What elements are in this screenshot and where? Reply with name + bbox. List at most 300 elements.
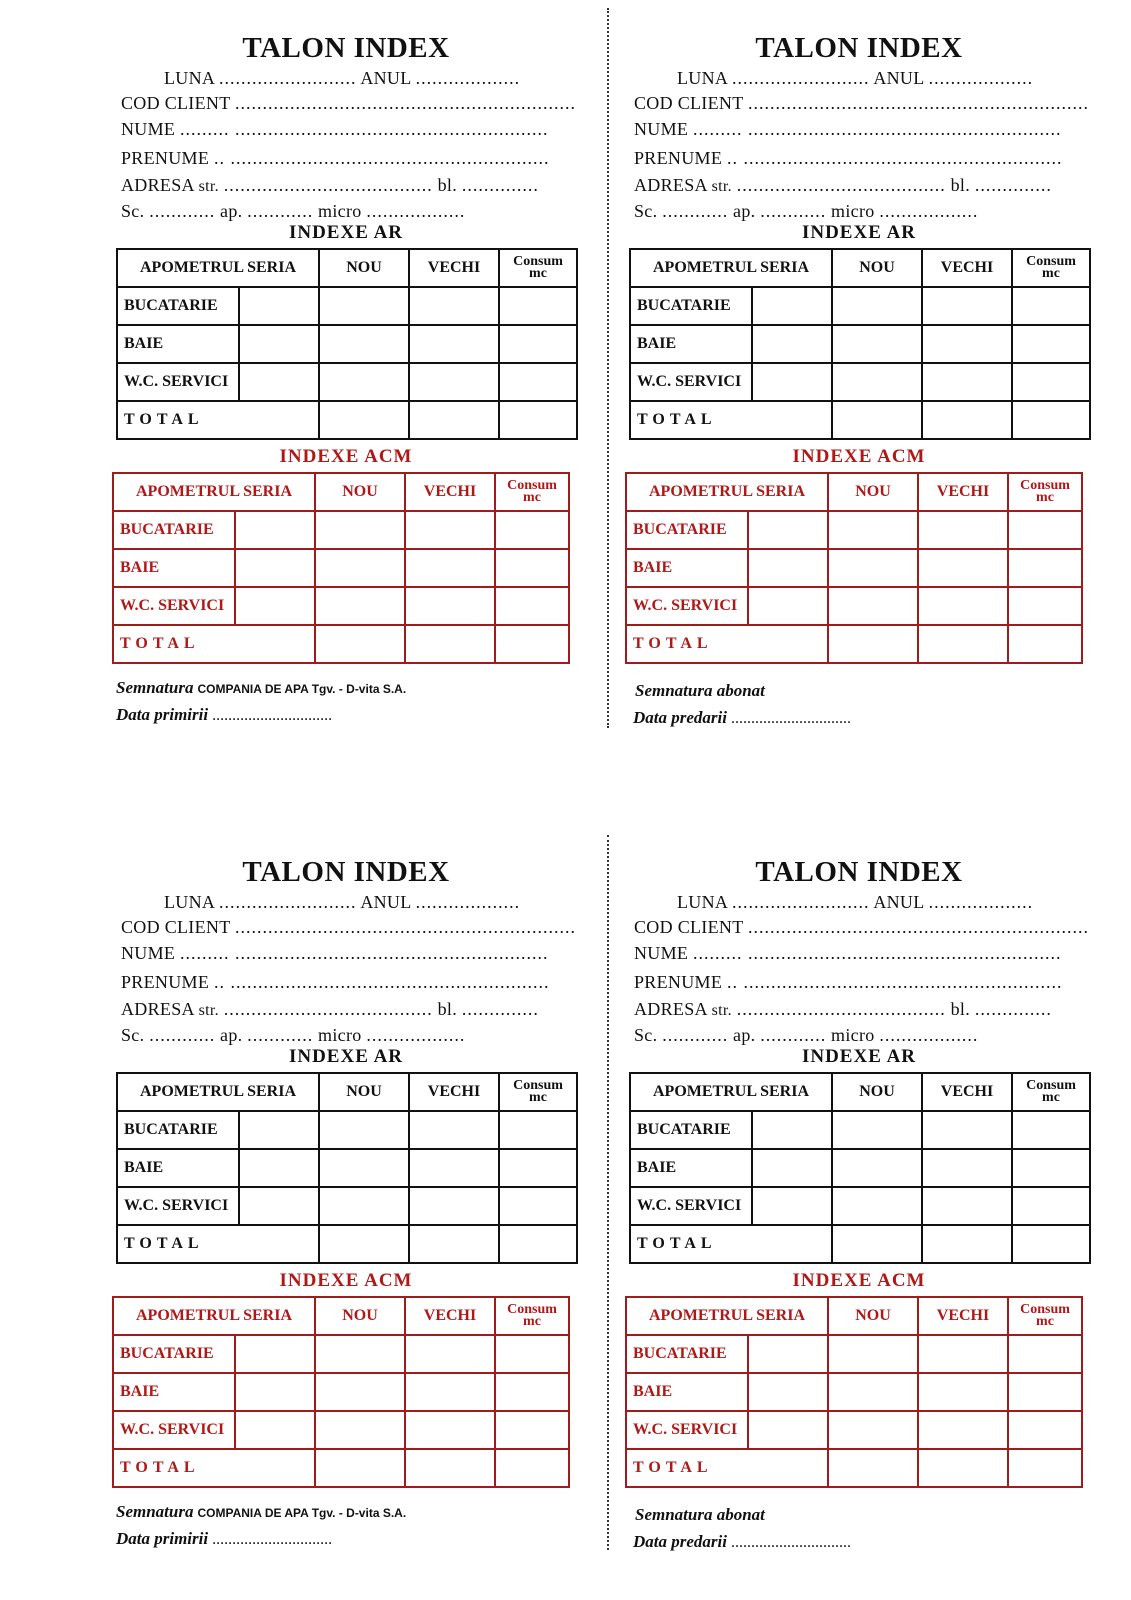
- seria-cell[interactable]: [239, 363, 319, 401]
- nou-cell[interactable]: [832, 401, 922, 439]
- luna-label: LUNA: [164, 68, 215, 88]
- talon-title: TALON INDEX: [755, 32, 963, 64]
- seria-cell[interactable]: [239, 1111, 319, 1149]
- nou-cell[interactable]: [319, 1111, 409, 1149]
- vechi-cell[interactable]: [405, 511, 495, 549]
- col-vechi: VECHI: [409, 249, 499, 287]
- luna-field[interactable]: .........................: [732, 68, 870, 88]
- talon-title: TALON INDEX: [755, 856, 963, 888]
- col-vechi: VECHI: [922, 1073, 1012, 1111]
- indexe-ar-heading: INDEXE AR: [288, 1046, 404, 1067]
- adresa-line: [634, 999, 1052, 1020]
- consum-cell[interactable]: [1008, 1335, 1082, 1373]
- col-consum: [1008, 473, 1082, 511]
- vechi-cell[interactable]: [922, 363, 1012, 401]
- date-line: [633, 708, 851, 728]
- bl-label: bl.: [437, 999, 457, 1019]
- date-line: [116, 705, 332, 725]
- prenume-field[interactable]: .. ..........................................................: [213, 148, 550, 168]
- vechi-cell[interactable]: [922, 401, 1012, 439]
- nume-field[interactable]: ......... .........................................................: [693, 943, 1062, 963]
- col-apometrul-seria: APOMETRUL SERIA: [117, 1073, 319, 1111]
- consum-cell[interactable]: [1012, 1187, 1090, 1225]
- talon-card-4: [629, 854, 1089, 1554]
- row-bucatarie: BUCATARIE: [113, 1335, 235, 1373]
- col-nou: NOU: [319, 1073, 409, 1111]
- col-consum: [1012, 1073, 1090, 1111]
- col-nou: NOU: [828, 473, 918, 511]
- nume-label: NUME: [634, 119, 689, 139]
- ap-field[interactable]: ............: [247, 1025, 314, 1045]
- row-baie: BAIE: [117, 1149, 239, 1187]
- date-field[interactable]: ..............................: [212, 1531, 333, 1548]
- nou-cell[interactable]: [832, 1149, 922, 1187]
- nou-cell[interactable]: [315, 625, 405, 663]
- col-apometrul-seria: APOMETRUL SERIA: [630, 1073, 832, 1111]
- luna-anul-line: [677, 892, 1033, 913]
- seria-cell[interactable]: [235, 549, 315, 587]
- cod-client-line: [121, 93, 576, 114]
- nou-cell[interactable]: [315, 549, 405, 587]
- micro-field[interactable]: ..................: [366, 201, 466, 221]
- seria-cell[interactable]: [752, 1187, 832, 1225]
- str-label: str.: [711, 178, 732, 195]
- vechi-cell[interactable]: [918, 511, 1008, 549]
- mc-label: mc: [1036, 490, 1054, 505]
- seria-cell[interactable]: [748, 1335, 828, 1373]
- consum-cell[interactable]: [495, 625, 569, 663]
- nou-cell[interactable]: [319, 1225, 409, 1263]
- col-nou: NOU: [319, 249, 409, 287]
- signature-label: Semnatura abonat: [635, 1505, 765, 1524]
- signature-label: Semnatura abonat: [635, 681, 765, 700]
- nou-cell[interactable]: [315, 587, 405, 625]
- seria-cell[interactable]: [235, 1335, 315, 1373]
- luna-field[interactable]: .........................: [219, 68, 357, 88]
- micro-field[interactable]: ..................: [366, 1025, 466, 1045]
- mc-label: mc: [1042, 1090, 1060, 1105]
- vechi-cell[interactable]: [918, 587, 1008, 625]
- row-total: TOTAL: [117, 401, 319, 439]
- nou-cell[interactable]: [315, 511, 405, 549]
- anul-field[interactable]: ...................: [415, 892, 521, 912]
- row-total: TOTAL: [113, 625, 315, 663]
- adresa-line: [121, 999, 539, 1020]
- consum-cell[interactable]: [495, 1449, 569, 1487]
- vechi-cell[interactable]: [409, 401, 499, 439]
- row-baie: BAIE: [113, 1373, 235, 1411]
- prenume-field[interactable]: .. ..........................................................: [213, 972, 550, 992]
- vechi-cell[interactable]: [922, 1111, 1012, 1149]
- bl-field[interactable]: ..............: [974, 175, 1052, 195]
- ap-field[interactable]: ............: [760, 1025, 827, 1045]
- luna-anul-line: [164, 68, 520, 89]
- indexe-acm-table: [112, 472, 570, 664]
- consum-cell[interactable]: [499, 1111, 577, 1149]
- vechi-cell[interactable]: [409, 1187, 499, 1225]
- micro-field[interactable]: ..................: [879, 201, 979, 221]
- col-vechi: VECHI: [918, 1297, 1008, 1335]
- consum-cell[interactable]: [1012, 1225, 1090, 1263]
- str-label: str.: [198, 1002, 219, 1019]
- micro-label: micro: [831, 201, 875, 221]
- prenume-field[interactable]: .. ..........................................................: [726, 148, 1063, 168]
- consum-cell[interactable]: [499, 1187, 577, 1225]
- luna-anul-line: [164, 892, 520, 913]
- consum-cell[interactable]: [499, 363, 577, 401]
- prenume-line: [121, 148, 549, 169]
- col-nou: NOU: [832, 249, 922, 287]
- nume-line: [121, 119, 549, 140]
- col-vechi: VECHI: [922, 249, 1012, 287]
- consum-cell[interactable]: [499, 325, 577, 363]
- bl-label: bl.: [950, 175, 970, 195]
- nou-cell[interactable]: [828, 549, 918, 587]
- seria-cell[interactable]: [239, 1187, 319, 1225]
- talon-card-1: [116, 30, 576, 730]
- consum-cell[interactable]: [495, 549, 569, 587]
- indexe-ar-heading: INDEXE AR: [801, 222, 917, 243]
- vechi-cell[interactable]: [405, 549, 495, 587]
- vechi-cell[interactable]: [405, 1335, 495, 1373]
- indexe-acm-table: [625, 472, 1083, 664]
- sc-label: Sc.: [121, 201, 145, 221]
- row-baie: BAIE: [630, 325, 752, 363]
- seria-cell[interactable]: [235, 587, 315, 625]
- row-wc-servici: W.C. SERVICI: [626, 587, 748, 625]
- col-apometrul-seria: APOMETRUL SERIA: [113, 1297, 315, 1335]
- cod-client-field[interactable]: ..............................................................: [747, 93, 1089, 113]
- nou-cell[interactable]: [832, 1111, 922, 1149]
- cut-line-top: [607, 8, 609, 728]
- consum-label: Consum: [507, 478, 557, 493]
- indexe-ar-table: [629, 248, 1091, 440]
- vechi-cell[interactable]: [409, 1225, 499, 1263]
- mc-label: mc: [1042, 266, 1060, 281]
- cod-client-line: [634, 917, 1089, 938]
- nume-line: [634, 943, 1062, 964]
- adresa-label: ADRESA: [121, 175, 194, 195]
- row-wc-servici: W.C. SERVICI: [630, 1187, 752, 1225]
- vechi-cell[interactable]: [405, 1373, 495, 1411]
- nou-cell[interactable]: [319, 287, 409, 325]
- nou-cell[interactable]: [828, 511, 918, 549]
- nou-cell[interactable]: [832, 287, 922, 325]
- nou-cell[interactable]: [832, 363, 922, 401]
- prenume-line: [634, 148, 1062, 169]
- consum-label: Consum: [1020, 1302, 1070, 1317]
- row-total: TOTAL: [113, 1449, 315, 1487]
- row-wc-servici: W.C. SERVICI: [113, 1411, 235, 1449]
- consum-cell[interactable]: [495, 511, 569, 549]
- signature-label: Semnatura: [116, 678, 194, 697]
- consum-cell[interactable]: [1012, 401, 1090, 439]
- vechi-cell[interactable]: [405, 1449, 495, 1487]
- vechi-cell[interactable]: [405, 1411, 495, 1449]
- cod-client-label: COD CLIENT: [634, 917, 744, 937]
- nou-cell[interactable]: [319, 1149, 409, 1187]
- adresa-line: [634, 175, 1052, 196]
- col-vechi: VECHI: [409, 1073, 499, 1111]
- nou-cell[interactable]: [828, 625, 918, 663]
- consum-cell[interactable]: [495, 1411, 569, 1449]
- mc-label: mc: [1036, 1314, 1054, 1329]
- consum-cell[interactable]: [1008, 587, 1082, 625]
- luna-label: LUNA: [164, 892, 215, 912]
- row-bucatarie: BUCATARIE: [117, 287, 239, 325]
- nou-cell[interactable]: [319, 1187, 409, 1225]
- consum-cell[interactable]: [499, 287, 577, 325]
- seria-cell[interactable]: [239, 1149, 319, 1187]
- consum-cell[interactable]: [1012, 325, 1090, 363]
- consum-cell[interactable]: [1012, 1149, 1090, 1187]
- vechi-cell[interactable]: [405, 625, 495, 663]
- vechi-cell[interactable]: [922, 1187, 1012, 1225]
- consum-cell[interactable]: [495, 1373, 569, 1411]
- row-baie: BAIE: [626, 549, 748, 587]
- talon-title: TALON INDEX: [242, 856, 450, 888]
- sc-field[interactable]: ............: [662, 1025, 729, 1045]
- vechi-cell[interactable]: [918, 549, 1008, 587]
- anul-field[interactable]: ...................: [928, 68, 1034, 88]
- col-consum: [499, 249, 577, 287]
- vechi-cell[interactable]: [409, 363, 499, 401]
- row-total: TOTAL: [630, 401, 832, 439]
- anul-label: ANUL: [360, 892, 411, 912]
- consum-cell[interactable]: [1008, 625, 1082, 663]
- nume-line: [121, 943, 549, 964]
- sc-label: Sc.: [121, 1025, 145, 1045]
- consum-cell[interactable]: [1012, 287, 1090, 325]
- nou-cell[interactable]: [832, 1187, 922, 1225]
- prenume-field[interactable]: .. ..........................................................: [726, 972, 1063, 992]
- nou-cell[interactable]: [315, 1335, 405, 1373]
- signature-line: [116, 1502, 406, 1522]
- date-label: Data primirii: [116, 1529, 209, 1548]
- col-nou: NOU: [315, 1297, 405, 1335]
- nou-cell[interactable]: [828, 1449, 918, 1487]
- vechi-cell[interactable]: [922, 1149, 1012, 1187]
- cod-client-line: [121, 917, 576, 938]
- signature-company: COMPANIA DE APA Tgv. - D-vita S.A.: [197, 682, 407, 696]
- vechi-cell[interactable]: [918, 1449, 1008, 1487]
- nou-cell[interactable]: [315, 1411, 405, 1449]
- seria-cell[interactable]: [748, 587, 828, 625]
- vechi-cell[interactable]: [409, 1149, 499, 1187]
- signature-company: COMPANIA DE APA Tgv. - D-vita S.A.: [197, 1506, 407, 1520]
- consum-cell[interactable]: [1008, 549, 1082, 587]
- ap-field[interactable]: ............: [760, 201, 827, 221]
- nou-cell[interactable]: [832, 325, 922, 363]
- nou-cell[interactable]: [828, 587, 918, 625]
- mc-label: mc: [529, 1090, 547, 1105]
- col-consum: [1008, 1297, 1082, 1335]
- col-nou: NOU: [828, 1297, 918, 1335]
- row-baie: BAIE: [626, 1373, 748, 1411]
- vechi-cell[interactable]: [409, 1111, 499, 1149]
- row-total: TOTAL: [626, 625, 828, 663]
- cod-client-label: COD CLIENT: [634, 93, 744, 113]
- date-field[interactable]: ..............................: [730, 710, 851, 727]
- anul-field[interactable]: ...................: [928, 892, 1034, 912]
- seria-cell[interactable]: [748, 1373, 828, 1411]
- signature-line: [635, 681, 765, 701]
- luna-field[interactable]: .........................: [219, 892, 357, 912]
- consum-cell[interactable]: [495, 587, 569, 625]
- date-field[interactable]: ..............................: [730, 1534, 851, 1551]
- bl-field[interactable]: ..............: [974, 999, 1052, 1019]
- row-baie: BAIE: [630, 1149, 752, 1187]
- seria-cell[interactable]: [235, 511, 315, 549]
- street-field[interactable]: ......................................: [223, 175, 433, 195]
- col-consum: [1012, 249, 1090, 287]
- micro-field[interactable]: ..................: [879, 1025, 979, 1045]
- sc-ap-micro-line: [121, 201, 465, 222]
- col-nou: NOU: [315, 473, 405, 511]
- seria-cell[interactable]: [748, 511, 828, 549]
- seria-cell[interactable]: [235, 1411, 315, 1449]
- cod-client-field[interactable]: ..............................................................: [747, 917, 1089, 937]
- sc-label: Sc.: [634, 201, 658, 221]
- col-apometrul-seria: APOMETRUL SERIA: [626, 1297, 828, 1335]
- vechi-cell[interactable]: [409, 287, 499, 325]
- nume-field[interactable]: ......... .........................................................: [693, 119, 1062, 139]
- nume-line: [634, 119, 1062, 140]
- nume-field[interactable]: ......... .........................................................: [180, 943, 549, 963]
- cut-line-bottom: [607, 835, 609, 1550]
- row-wc-servici: W.C. SERVICI: [117, 1187, 239, 1225]
- cod-client-field[interactable]: ..............................................................: [234, 917, 576, 937]
- vechi-cell[interactable]: [405, 587, 495, 625]
- date-field[interactable]: ..............................: [212, 707, 333, 724]
- mc-label: mc: [523, 490, 541, 505]
- seria-cell[interactable]: [752, 1111, 832, 1149]
- talon-title: TALON INDEX: [242, 32, 450, 64]
- sc-ap-micro-line: [121, 1025, 465, 1046]
- ap-field[interactable]: ............: [247, 201, 314, 221]
- adresa-line: [121, 175, 539, 196]
- nou-cell[interactable]: [828, 1335, 918, 1373]
- vechi-cell[interactable]: [918, 1335, 1008, 1373]
- sc-field[interactable]: ............: [662, 201, 729, 221]
- consum-cell[interactable]: [1008, 511, 1082, 549]
- row-bucatarie: BUCATARIE: [630, 1111, 752, 1149]
- anul-label: ANUL: [873, 892, 924, 912]
- consum-cell[interactable]: [495, 1335, 569, 1373]
- prenume-line: [634, 972, 1062, 993]
- vechi-cell[interactable]: [918, 1411, 1008, 1449]
- vechi-cell[interactable]: [922, 1225, 1012, 1263]
- col-nou: NOU: [832, 1073, 922, 1111]
- nou-cell[interactable]: [832, 1225, 922, 1263]
- vechi-cell[interactable]: [918, 625, 1008, 663]
- mc-label: mc: [523, 1314, 541, 1329]
- anul-label: ANUL: [360, 68, 411, 88]
- talon-card-2: [629, 30, 1089, 730]
- anul-field[interactable]: ...................: [415, 68, 521, 88]
- seria-cell[interactable]: [239, 325, 319, 363]
- consum-cell[interactable]: [499, 1149, 577, 1187]
- sc-field[interactable]: ............: [149, 201, 216, 221]
- prenume-label: PRENUME: [121, 972, 210, 992]
- seria-cell[interactable]: [748, 549, 828, 587]
- col-apometrul-seria: APOMETRUL SERIA: [113, 473, 315, 511]
- vechi-cell[interactable]: [922, 287, 1012, 325]
- ap-label: ap.: [733, 1025, 756, 1045]
- bl-field[interactable]: ..............: [461, 175, 539, 195]
- nou-cell[interactable]: [828, 1373, 918, 1411]
- luna-field[interactable]: .........................: [732, 892, 870, 912]
- seria-cell[interactable]: [752, 363, 832, 401]
- sc-ap-micro-line: [634, 201, 978, 222]
- consum-cell[interactable]: [1008, 1411, 1082, 1449]
- indexe-ar-table: [629, 1072, 1091, 1264]
- col-apometrul-seria: APOMETRUL SERIA: [117, 249, 319, 287]
- indexe-ar-heading: INDEXE AR: [288, 222, 404, 243]
- cod-client-line: [634, 93, 1089, 114]
- micro-label: micro: [318, 1025, 362, 1045]
- consum-cell[interactable]: [1012, 363, 1090, 401]
- adresa-label: ADRESA: [634, 999, 707, 1019]
- street-field[interactable]: ......................................: [736, 175, 946, 195]
- consum-label: Consum: [513, 1078, 563, 1093]
- consum-cell[interactable]: [1012, 1111, 1090, 1149]
- vechi-cell[interactable]: [918, 1373, 1008, 1411]
- nou-cell[interactable]: [828, 1411, 918, 1449]
- mc-label: mc: [529, 266, 547, 281]
- consum-label: Consum: [1026, 254, 1076, 269]
- adresa-label: ADRESA: [634, 175, 707, 195]
- consum-cell[interactable]: [1008, 1373, 1082, 1411]
- consum-cell[interactable]: [499, 1225, 577, 1263]
- seria-cell[interactable]: [239, 287, 319, 325]
- consum-cell[interactable]: [1008, 1449, 1082, 1487]
- vechi-cell[interactable]: [409, 325, 499, 363]
- indexe-ar-heading: INDEXE AR: [801, 1046, 917, 1067]
- row-baie: BAIE: [117, 325, 239, 363]
- vechi-cell[interactable]: [922, 325, 1012, 363]
- sc-ap-micro-line: [634, 1025, 978, 1046]
- seria-cell[interactable]: [748, 1411, 828, 1449]
- cod-client-label: COD CLIENT: [121, 93, 231, 113]
- signature-line: [116, 678, 406, 698]
- indexe-acm-table: [112, 1296, 570, 1488]
- bl-field[interactable]: ..............: [461, 999, 539, 1019]
- row-total: TOTAL: [117, 1225, 319, 1263]
- sc-field[interactable]: ............: [149, 1025, 216, 1045]
- nou-cell[interactable]: [319, 325, 409, 363]
- seria-cell[interactable]: [235, 1373, 315, 1411]
- nou-cell[interactable]: [315, 1373, 405, 1411]
- nou-cell[interactable]: [319, 363, 409, 401]
- seria-cell[interactable]: [752, 287, 832, 325]
- street-field[interactable]: ......................................: [736, 999, 946, 1019]
- indexe-acm-heading: INDEXE ACM: [792, 446, 926, 467]
- row-bucatarie: BUCATARIE: [626, 511, 748, 549]
- row-baie: BAIE: [113, 549, 235, 587]
- indexe-acm-heading: INDEXE ACM: [279, 446, 413, 467]
- nume-field[interactable]: ......... .........................................................: [180, 119, 549, 139]
- consum-cell[interactable]: [499, 401, 577, 439]
- street-field[interactable]: ......................................: [223, 999, 433, 1019]
- signature-line: [635, 1505, 765, 1525]
- bl-label: bl.: [437, 175, 457, 195]
- seria-cell[interactable]: [752, 325, 832, 363]
- cod-client-field[interactable]: ..............................................................: [234, 93, 576, 113]
- seria-cell[interactable]: [752, 1149, 832, 1187]
- nou-cell[interactable]: [315, 1449, 405, 1487]
- nou-cell[interactable]: [319, 401, 409, 439]
